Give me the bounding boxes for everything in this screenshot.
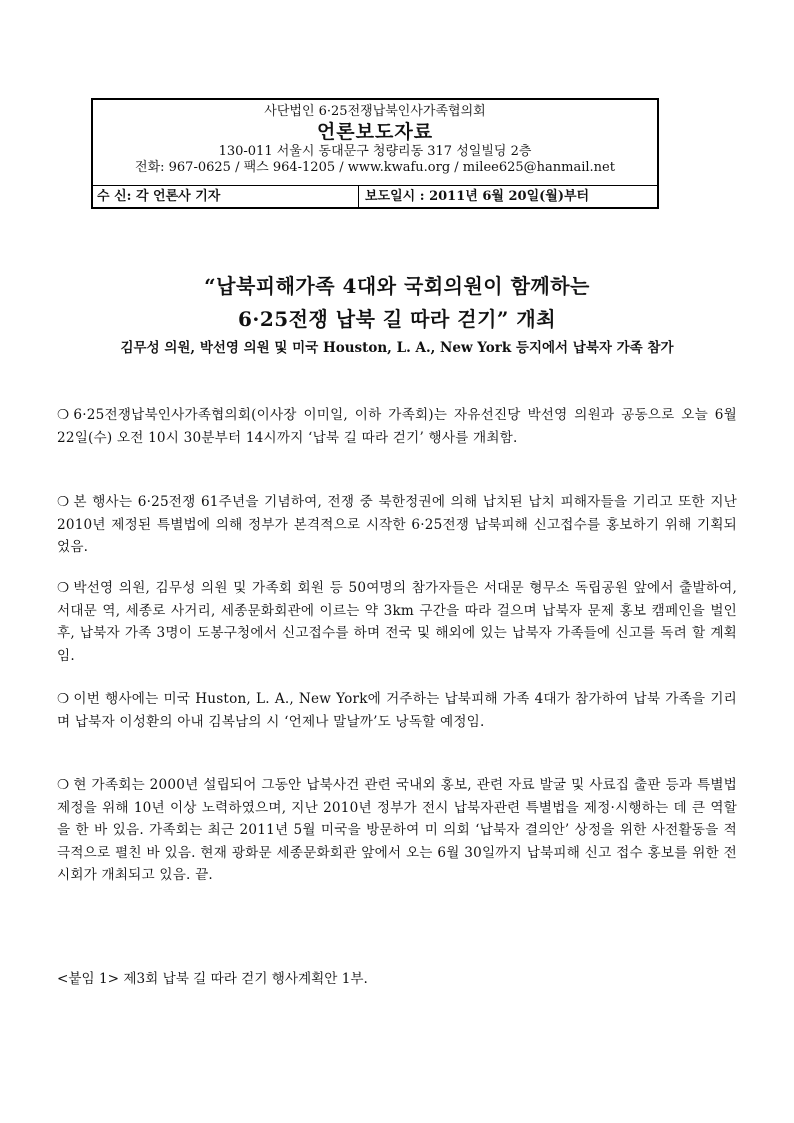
paragraph-text: 이번 행사에는 미국 Huston, L. A., New York에 거주하는 납북피해 가족 4대가 참가하여 납북 가족을 기리며 납북자 이성환의 아내 김복남의 시 ‘언제나 말날까’도 낭독할 예정임. (57, 691, 737, 730)
bullet-icon: ❍ (57, 691, 70, 707)
paragraph-text: 박선영 의원, 김무성 의원 및 가족회 회원 등 50여명의 참가자들은 서대문 형무소 독립공원 앞에서 출발하여, 서대문 역, 세종로 사거리, 세종문화회관에 이르는 약 3km 구간을 따라 걸으며 납북자 문제 홍보 캠페인을 벌인 후, 납북자 가족 3명이 도봉구청에서 신고접수를 하며 전국 및 해외에 있는 납북자 가족들에 신고를 독려 할 계획임. (57, 580, 737, 664)
paragraph-5 (57, 774, 737, 887)
org-name: 사단법인 6·25전쟁납북인사가족협의회 (264, 104, 486, 119)
attachment-note: <붙임 1> 제3회 납북 길 따라 걷기 행사계획안 1부. (57, 971, 368, 987)
org-address: 130-011 서울시 동대문구 청량리동 317 성일빌딩 2층 (218, 144, 532, 159)
headline-line-1: “납북피해가족 4대와 국회의원이 함께하는 (204, 274, 590, 298)
paragraph-2 (57, 491, 737, 559)
paragraph-text: 본 행사는 6·25전쟁 61주년을 기념하여, 전쟁 중 북한정권에 의해 납치된 납치 피해자들을 기리고 또한 지난 2010년 제정된 특별법에 의해 정부가 본격적으로 시작한 6·25전쟁 납북피해 신고접수를 홍보하기 위해 기획되었음. (57, 494, 737, 555)
bullet-icon: ❍ (57, 407, 70, 423)
paragraph-3 (57, 577, 737, 667)
recipient: 수 신: 각 언론사 기자 (93, 186, 359, 207)
paragraph-text: 6·25전쟁납북인사가족협의회(이사장 이미일, 이하 가족회)는 자유선진당 박선영 의원과 공동으로 오늘 6월 22일(수) 오전 10시 30분부터 14시까지 ‘납북 길 따라 걷기’ 행사를 개최함. (57, 407, 737, 446)
bullet-icon: ❍ (57, 580, 70, 596)
paragraph-1 (57, 404, 737, 449)
doc-type-title: 언론보도자료 (316, 121, 434, 143)
headline-subtitle: 김무성 의원, 박선영 의원 및 미국 Houston, L. A., New York 등지에서 납북자 가족 참가 (120, 340, 674, 356)
header-top (93, 100, 657, 186)
paragraph-4 (57, 688, 737, 733)
org-contact: 전화: 967-0625 / 팩스 964-1205 / www.kwafu.org / milee625@hanmail.net (135, 160, 615, 175)
paragraph-text: 현 가족회는 2000년 설립되어 그동안 납북사건 관련 국내외 홍보, 관련 자료 발굴 및 사료집 출판 등과 특별법 제정을 위해 10년 이상 노력하였으며, 지난 2010년 정부가 전시 납북자관련 특별법을 제정·시행하는 데 큰 역할을 한 바 있음. 가족회는 최근 2011년 5월 미국을 방문하여 미 의회 ‘납북자 결의안’ 상정을 위한 사전활동을 적극적으로 펼친 바 있음. 현재 광화문 세종문화회관 앞에서 오는 6월 30일까지 납북피해 신고 접수 홍보를 위한 전시회가 개최되고 있음. 끝. (57, 777, 737, 883)
bullet-icon: ❍ (57, 777, 70, 793)
release-date: 보도일시 : 2011년 6월 20일(월)부터 (365, 189, 590, 204)
header-bottom (93, 186, 657, 207)
headline-line-2: 6·25전쟁 납북 길 따라 걷기” 개최 (237, 307, 557, 331)
press-header-box (91, 98, 659, 209)
bullet-icon: ❍ (57, 494, 70, 510)
